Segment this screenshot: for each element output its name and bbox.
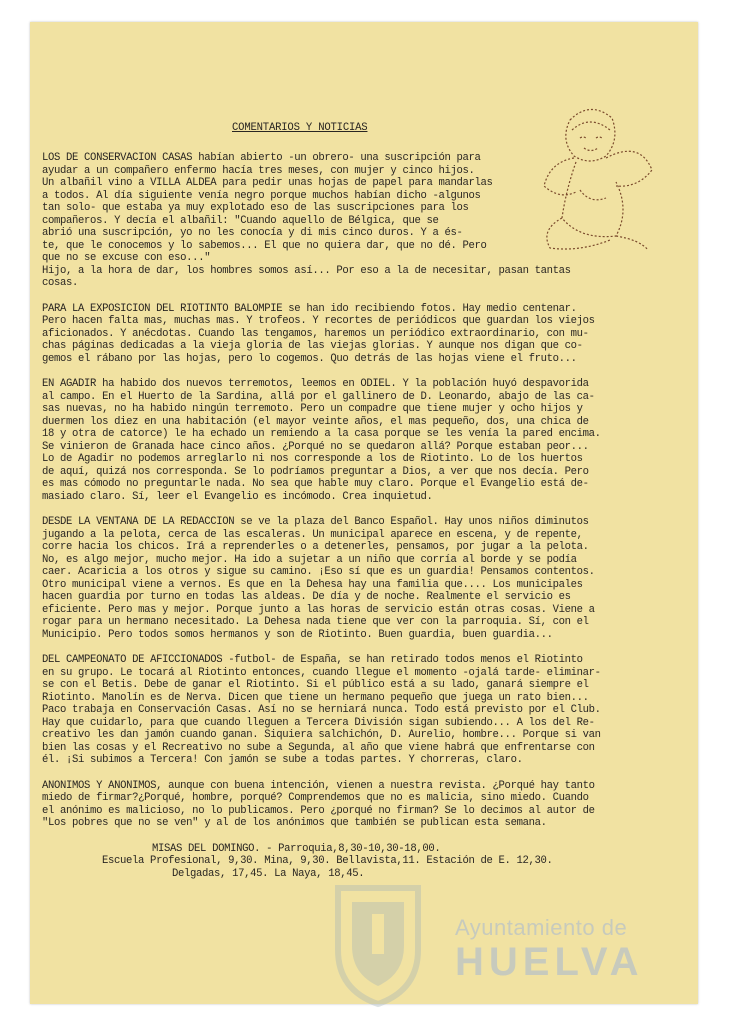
city-seal-watermark [328,880,428,1008]
text-line: de aquí, quizá nos corresponda. Se lo podríamos preguntar a Dios, a ver que nos decía. Pero [42,465,589,478]
paragraph-conservacion-casas [42,152,672,290]
text-line: compañeros. Y decía el albañil: "Cuando aquello de Bélgica, que se [42,214,439,227]
text-line: el anónimo es malicioso, no lo publicamos. Pero ¿porqué no firman? Se lo decimos al autor de [42,804,595,817]
text-line: rogar para un hermano necesitado. La Dehesa nada tiene que ver con la parroquia. Sí, con el [42,616,589,628]
text-line: gemos el rábano por las hojas, pero lo cogemos. Quo detrás de las hojas viene el fruto... [42,352,577,365]
text-line: Lo de Agadir no podemos arreglarlo ni nos corresponde a los de Riotinto. Lo de los huertos [42,453,583,465]
text-line: te, que le conocemos y lo sabemos... El que no quiera dar, que no dé. Pero [42,239,487,252]
text-line: Municipio. Pero todos somos hermanos y son de Riotinto. Buen guardia, buen guardia... [42,628,553,641]
text-line: DEL CAMPEONATO DE AFICCIONADOS -futbol- de España, se han retirado todos menos el Riotinto [42,654,583,666]
watermark-text [455,916,644,984]
text-line: miedo de firmar?¿Porqué, hombre, porqué? Comprendemos que no es malicia, sino miedo. Cuando [42,792,589,804]
text-line: a todos. Al día siguiente venía negro porque muchos habían dicho -algunos [42,189,481,202]
text-line: EN AGADIR ha habido dos nuevos terremotos, leemos en ODIEL. Y la población huyó despavorida [42,378,589,390]
text-line: jugando a la pelota, cerca de las escaleras. Un municipal aparece en escena, y de repente, [42,528,583,541]
text-line: bien las cosas y el Recreativo no sube a Segunda, al año que viene habrá que enfrentarse con [42,741,595,754]
text-line: Paco trabaja en Conservación Casas. Así no se herniará nunca. Todo está previsto por el Club. [42,704,601,716]
text-line: cosas. [42,277,79,289]
text-line: ANONIMOS Y ANONIMOS, aunque con buena intención, vienen a nuestra revista. ¿Porqué hay tanto [42,779,595,792]
text-line: PARA LA EXPOSICION DEL RIOTINTO BALOMPIE se han ido recibiendo fotos. Hay medio centenar. [42,302,577,315]
text-line: eficiente. Pero mas y mejor. Porque junto a las horas de servicio están otras cosas. Viene a [42,603,595,616]
text-line: DESDE LA VENTANA DE LA REDACCION se ve la plaza del Banco Español. Hay unos niños diminutos [42,516,589,528]
text-line: que no se excuse con eso..." [42,252,211,264]
text-line: aficionados. Y anécdotas. Cuando las tengamos, haremos un periódico extraordinario, con mu- [42,327,589,340]
text-line: caer. Acaricia a los otros y sigue su camino. ¡Eso sí que es un guardia! Pensamos contentos. [42,566,595,578]
text-line: masiado claro. Sí, leer el Evangelio es incómodo. Crea inquietud. [42,490,433,503]
paragraph-campeonato [42,654,672,767]
article-body [42,100,672,880]
text-line: tan solo- que estaba ya muy explotado eso de las suscripciones para los [42,202,469,214]
paragraph-exposicion-riotinto [42,303,672,366]
paragraph-anonimos [42,780,672,830]
text-line: chas páginas dedicadas a la vieja gloria de las viejas glorias. Y aunque nos digan que co- [42,340,583,352]
page-title: COMENTARIOS Y NOTICIAS [232,122,368,134]
text-line: Hijo, a la hora de dar, los hombres somos así... Por eso a la de necesitar, pasan tantas [42,264,571,277]
text-line: Un albañil vino a VILLA ALDEA para pedir unas hojas de papel para mandarlas [42,177,493,189]
text-line: Riotinto. Manolín es de Nerva. Dicen que tiene un hermano pequeño que juega un rato bien... [42,691,589,704]
text-line: ayudar a un compañero enfermo hacía tres meses, con mujer y cinco hijos. [42,164,475,177]
text-line: Se vinieron de Granada hace cinco años. ¿Porqué no se quedaron allá? Porque estaban peor... [42,440,589,453]
text-line: No, es algo mejor, mucho mejor. Ha ido a sujetar a un niño que corría al borde y se podía [42,553,577,566]
text-line: Hay que cuidarlo, para que cuando lleguen a Tercera División sigan subiendo... A los del Re- [42,716,595,729]
text-line: abrió una suscripción, yo no les conocía y di mis cinco duros. Y a és- [42,227,463,239]
watermark-line-2: HUELVA [455,940,644,984]
text-line: corre hacia los chicos. Irá a reprenderles o a detenerles, pensamos, por jugar a la pelota. [42,541,589,553]
text-line: en su grupo. Le tocará al Riotinto entonces, cuando llegue el momento -ojalá tarde- eliminar- [42,666,601,679]
text-line: sas nuevas, no ha habido ningún terremoto. Pero un compadre que tiene mujer y ocho hijos y [42,403,583,415]
watermark-line-1: Ayuntamiento de [455,915,628,940]
mass-schedule [42,843,672,881]
text-line: al campo. En el Huerto de la Sardina, allá por el gallinero de D. Leonardo, abajo de las ca- [42,390,595,403]
mass-line: Escuela Profesional, 9,30. Mina, 9,30. Bellavista,11. Estación de E. 12,30. [102,855,553,867]
text-line: hacen guardia por turno en todas las aldeas. De día y de noche. Realmente el servicio es [42,591,571,603]
text-line: se con el Betis. Debe de ganar el Riotinto. Si el público está a su lado, ganará siempre el [42,679,589,691]
paragraph-ventana-redaccion [42,516,672,641]
text-line: 18 y otra de catorce) le ha echado un remiendo a la casa porque se les venía la pared encima. [42,428,601,440]
mass-line: Delgadas, 17,45. La Naya, 18,45. [172,867,365,880]
text-line: duermen los diez en una habitación (el mayor veinte años, el mas pequeño, dos, una chica de [42,415,589,428]
text-line: es mas cómodo no preguntarle nada. No sea que hable muy claro. Porque el Evangelio está de- [42,478,589,490]
text-line: Otro municipal viene a vernos. Es que en la Dehesa hay una familia que.... Los municipales [42,578,583,591]
paragraph-agadir [42,378,672,503]
text-line: LOS DE CONSERVACION CASAS habían abierto -un obrero- una suscripción para [42,152,481,164]
text-line: Pero hacen falta mas, muchas mas. Y trofeos. Y recortes de periódicos que guardan los viejos [42,315,595,327]
text-line: "Los pobres que no se ven" y al de los anónimos que también se publican esta semana. [42,817,547,829]
text-line: creativo les dan jamón cuando ganan. Siquiera salchichón, D. Aurelio, hombre... Porque si van [42,729,601,741]
mass-line: MISAS DEL DOMINGO. - Parroquia,8,30-10,30-18,00. [152,842,441,855]
text-line: él. ¡Si subimos a Tercera! Con jamón se sube a todas partes. Y chorreras, claro. [42,754,523,766]
